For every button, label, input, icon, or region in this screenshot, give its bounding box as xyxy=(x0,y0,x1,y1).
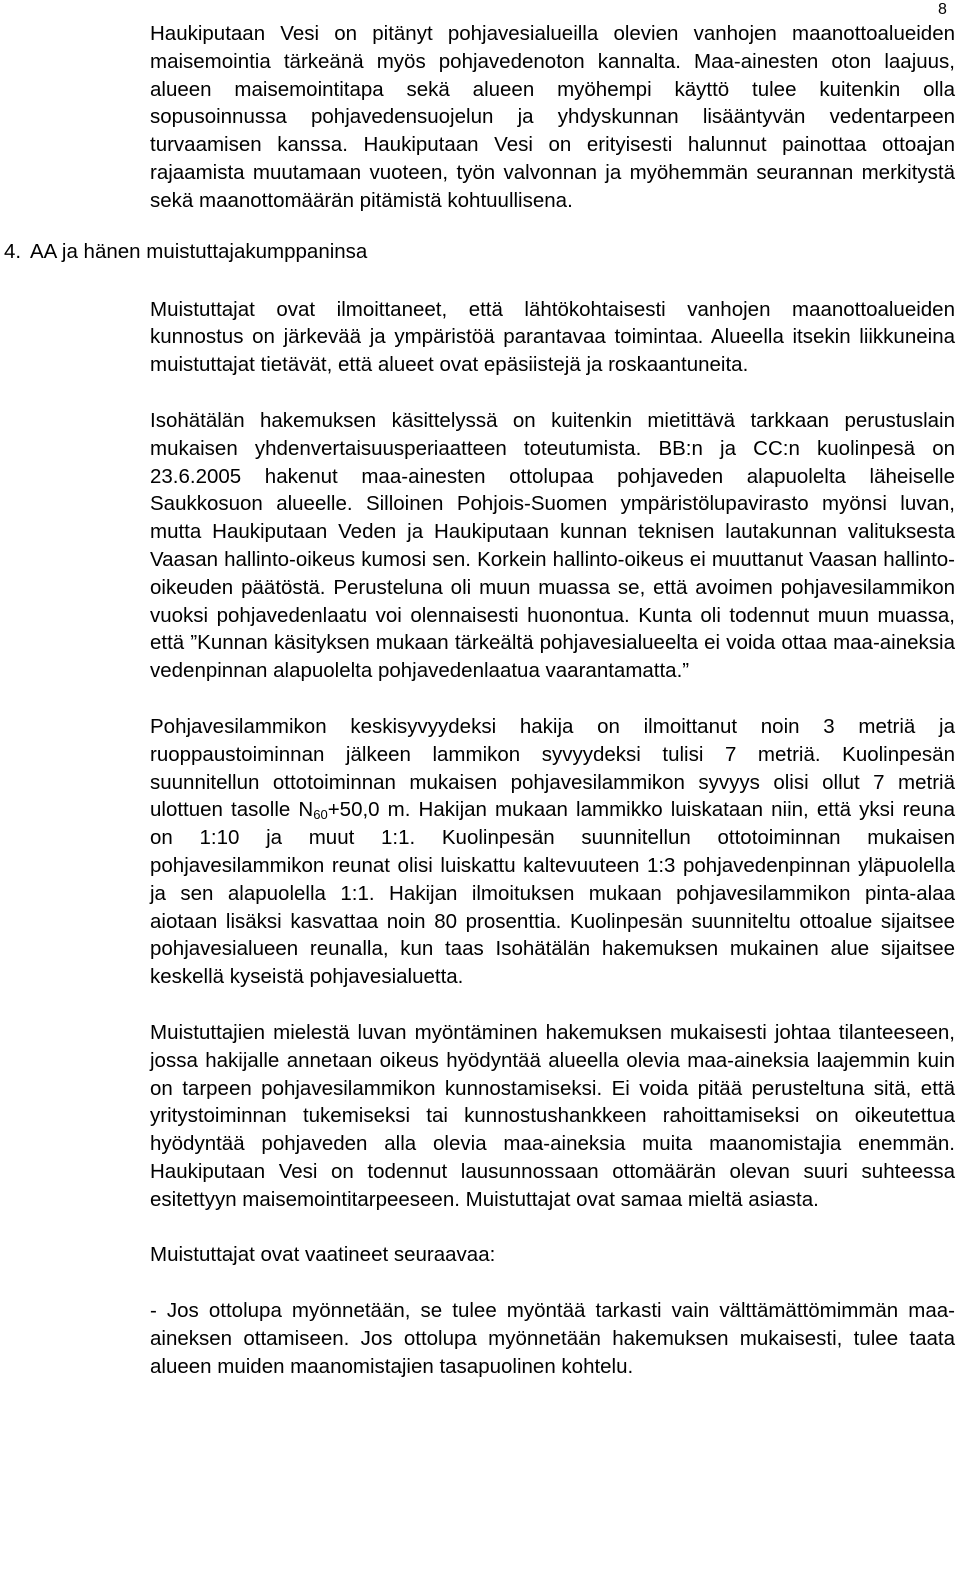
section-heading xyxy=(4,238,955,266)
document-body xyxy=(4,20,955,1381)
paragraph-6-list-item: - Jos ottolupa myönnetään, se tulee myöntää tarkasti vain välttämättömimmän maa-aineksen ottamiseen. Jos ottolupa myönnetään hakemuksen mukaisesti, tulee taata alueen muiden maanomistajien tasapuolinen kohtelu. xyxy=(150,1299,955,1378)
paragraph-3-subscript: 60 xyxy=(313,807,328,823)
paragraph-4: Muistuttajien mielestä luvan myöntäminen hakemuksen mukaisesti johtaa tilanteeseen, jossa hakijalle annetaan oikeus hyödyntää alueella olevia maa-aineksia laajemmin kuin on tarpeen pohjavesilammikon kunnostamiseksi. Ei voida pitää perusteltuna sitä, että yritystoiminnan tukemiseksi tai kunnostushankkeen rahoittamiseksi on oikeutettua hyödyntää pohjaveden alla olevia maa-aineksia muita maanomistajia enemmän. Haukiputaan Vesi on todennut lausunnossaan ottomäärän olevan suuri suhteessa esitettyyn maisemointitarpeeseen. Muistuttajat ovat samaa mieltä asiasta. xyxy=(150,1020,955,1211)
section-title: AA ja hänen muistuttajakumppaninsa xyxy=(30,239,368,263)
paragraph-3-part-1: Pohjavesilammikon keskisyvyydeksi hakija on ilmoittanut noin 3 metriä ja ruoppaustoiminnan jälkeen lammikon syvyydeksi tulisi 7 metriä. Kuolinpesän suunnitellun ottotoiminnan mukaisen pohjavesilammikon syvyys olisi ollut 7 metriä ulottuen tasolle N xyxy=(150,714,955,822)
paragraph-2: Isohätälän hakemuksen käsittelyssä on kuitenkin mietittävä tarkkaan perustuslain mukaisen yhdenvertaisuusperiaatteen toteutumista. BB:n ja CC:n kuolinpesä on 23.6.2005 hakenut maa-ainesten ottolupaa pohjaveden alapuolelta läheiselle Saukkosuon alueelle. Silloinen Pohjois-Suomen ympäristölupavirasto myönsi luvan, mutta Haukiputaan Veden ja Haukiputaan kunnan teknisen lautakunnan valituksesta Vaasan hallinto-oikeus kumosi sen. Korkein hallinto-oikeus ei muuttanut Vaasan hallinto-oikeuden päätöstä. Perusteluna oli muun muassa se, että avoimen pohjavesilammikon vuoksi pohjavedenlaatu voi olennaisesti huonontua. Kunta oli todennut muun muassa, että ”Kunnan käsityksen mukaan tärkeältä pohjavesialueelta ei voida ottaa maa-aineksia vedenpinnan alapuolelta pohjavedenlaatua vaarantamatta.” xyxy=(150,408,955,683)
paragraph-5: Muistuttajat ovat vaatineet seuraavaa: xyxy=(150,1243,496,1267)
paragraph-3 xyxy=(150,713,955,991)
paragraph-intro: Haukiputaan Vesi on pitänyt pohjavesialueilla olevien vanhojen maanottoalueiden maisemointia tärkeänä myös pohjavedenoton kannalta. Maa-ainesten oton laajuus, alueen maisemointitapa sekä alueen myöhempi käyttö tulee kuitenkin olla sopusoinnussa pohjavedensuojelun ja yhdyskunnan lisääntyvän vedentarpeen turvaamisen kanssa. Haukiputaan Vesi on erityisesti halunnut painottaa ottoajan rajaamista muutamaan vuoteen, työn valvonnan ja myöhemmän seurannan merkitystä sekä maanottomäärän pitämistä kohtuullisena. xyxy=(150,22,955,212)
section-number: 4. xyxy=(4,239,22,263)
paragraph-1: Muistuttajat ovat ilmoittaneet, että lähtökohtaisesti vanhojen maanottoalueiden kunnostus on järkevää ja ympäristöä parantavaa toimintaa. Alueella itsekin liikkuneina muistuttajat tietävät, että alueet ovat epäsiistejä ja roskaantuneita. xyxy=(150,297,955,377)
page-number: 8 xyxy=(938,1,947,18)
paragraph-3-part-2: +50,0 m. Hakijan mukaan lammikko luiskataan niin, että yksi reuna on 1:10 ja muut 1:1. Kuolinpesän suunnitellun ottotoiminnan mukaisen pohjavesilammikon reunat olisi luiskattu kaltevuuteen 1:3 pohjavedenpinnan yläpuolella ja sen alapuolella 1:1. Hakijan ilmoituksen mukaan pohjavesilammikon pinta-alaa aiotaan lisäksi kasvattaa noin 80 prosenttia. Kuolinpesän suunniteltu ottoalue sijaitsee pohjavesialueen reunalla, kun taas Isohätälän hakemuksen mukainen alue sijaitsee keskellä kyseistä pohjavesialuetta. xyxy=(150,798,955,989)
